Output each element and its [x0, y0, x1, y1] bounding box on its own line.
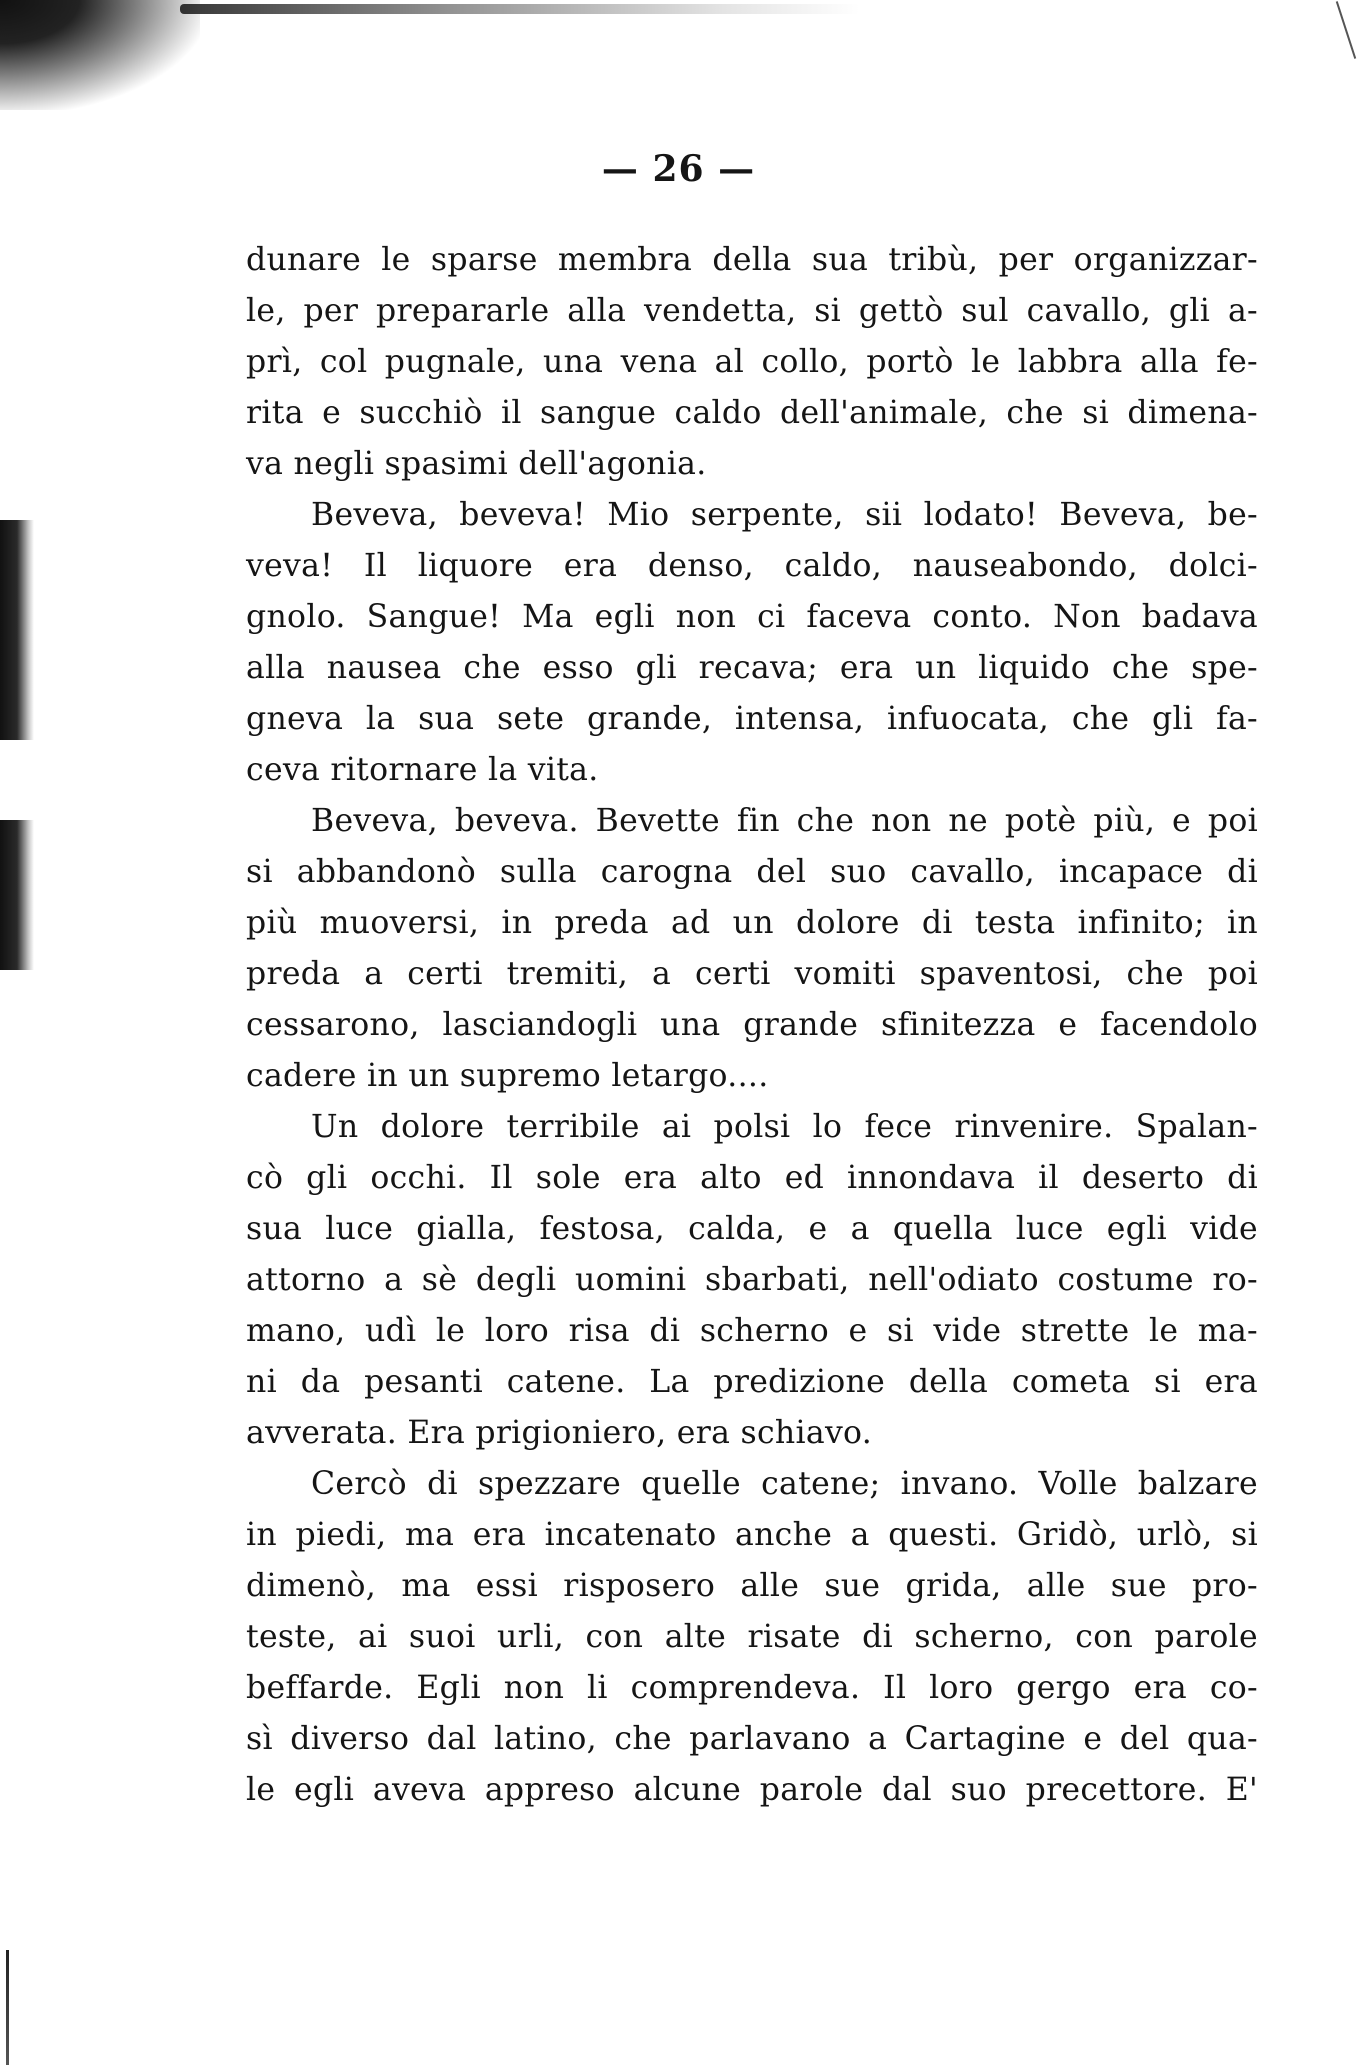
text-line: va negli spasimi dell'agonia. [246, 446, 707, 482]
scan-mark-right [1336, 1, 1356, 59]
text-line: si abbandonò sulla carogna del suo cavallo, incapace di [246, 854, 1258, 890]
text-line: cessarono, lasciandogli una grande sfinitezza e facendolo [246, 1007, 1258, 1043]
text-line: rita e succhiò il sangue caldo dell'animale, che si dimena- [246, 395, 1258, 431]
scan-shadow-left-edge [0, 520, 34, 740]
body-text [246, 235, 1258, 1816]
text-line: veva! Il liquore era denso, caldo, nauseabondo, dolci- [246, 548, 1258, 584]
text-line: preda a certi tremiti, a certi vomiti spaventosi, che poi [246, 956, 1258, 992]
text-line: Un dolore terribile ai polsi lo fece rinvenire. Spalan- [311, 1109, 1258, 1145]
text-line: cadere in un supremo letargo.... [246, 1058, 769, 1094]
text-line: cò gli occhi. Il sole era alto ed innondava il deserto di [246, 1160, 1258, 1196]
text-line: le egli aveva appreso alcune parole dal suo precettore. E' [246, 1772, 1258, 1808]
text-line: attorno a sè degli uomini sbarbati, nell'odiato costume ro- [246, 1262, 1258, 1298]
text-line: sì diverso dal latino, che parlavano a Cartagine e del qua- [246, 1721, 1258, 1757]
text-line: teste, ai suoi urli, con alte risate di scherno, con parole [246, 1619, 1258, 1655]
scan-shadow-top [180, 4, 860, 14]
text-line: le, per prepararle alla vendetta, si gettò sul cavallo, gli a- [246, 293, 1258, 329]
text-line: dunare le sparse membra della sua tribù, per organizzar- [246, 242, 1258, 278]
text-line: beffarde. Egli non li comprendeva. Il loro gergo era co- [246, 1670, 1258, 1706]
text-line: sua luce gialla, festosa, calda, e a quella luce egli vide [246, 1211, 1258, 1247]
page-number: — 26 — [601, 148, 756, 190]
text-line: ni da pesanti catene. La predizione della cometa si era [246, 1364, 1258, 1400]
scan-shadow-corner [0, 0, 200, 110]
text-line: ceva ritornare la vita. [246, 752, 599, 788]
text-line: più muoversi, in preda ad un dolore di testa infinito; in [246, 905, 1258, 941]
text-line: gneva la sua sete grande, intensa, infuocata, che gli fa- [246, 701, 1258, 737]
text-line: prì, col pugnale, una vena al collo, portò le labbra alla fe- [246, 344, 1258, 380]
scan-mark-bottom [6, 1950, 9, 2065]
text-line: mano, udì le loro risa di scherno e si vide strette le ma- [246, 1313, 1258, 1349]
text-line: avverata. Era prigioniero, era schiavo. [246, 1415, 873, 1451]
text-line: Beveva, beveva. Bevette fin che non ne potè più, e poi [311, 803, 1258, 839]
scan-shadow-left-edge [0, 820, 34, 970]
text-line: gnolo. Sangue! Ma egli non ci faceva conto. Non badava [246, 599, 1258, 635]
text-line: in piedi, ma era incatenato anche a questi. Gridò, urlò, si [246, 1517, 1258, 1553]
text-line: Cercò di spezzare quelle catene; invano. Volle balzare [311, 1466, 1258, 1502]
text-line: alla nausea che esso gli recava; era un liquido che spe- [246, 650, 1258, 686]
text-line: dimenò, ma essi risposero alle sue grida, alle sue pro- [246, 1568, 1258, 1604]
text-line: Beveva, beveva! Mio serpente, sii lodato! Beveva, be- [311, 497, 1258, 533]
